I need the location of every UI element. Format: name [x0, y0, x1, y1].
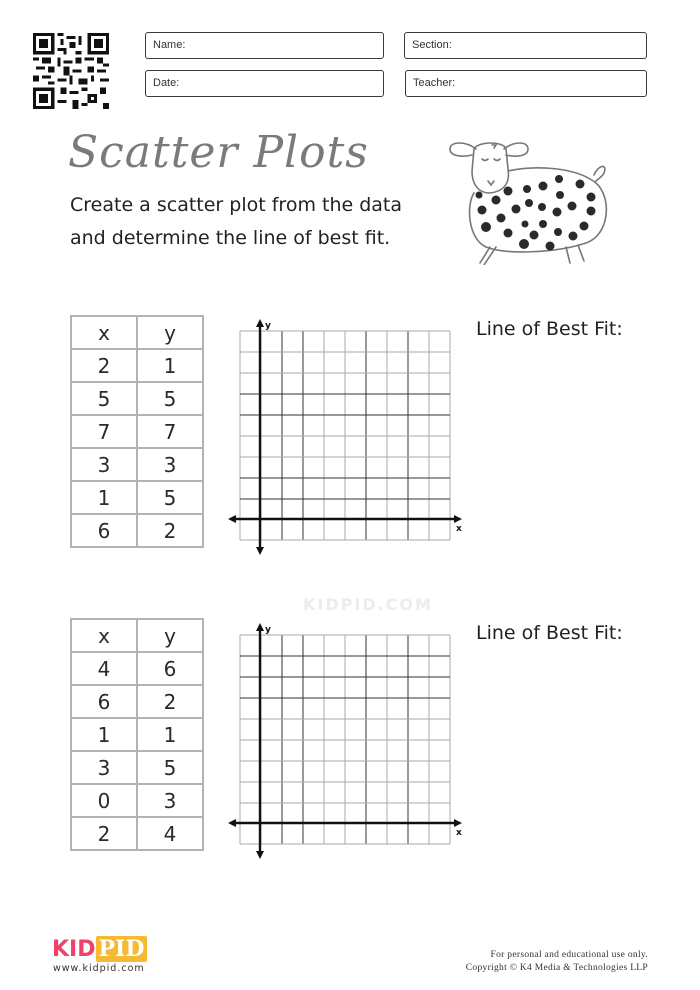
cell-x: 2 [71, 817, 137, 850]
date-label: Date: [153, 77, 180, 89]
data-table-2 [70, 618, 204, 851]
date-field[interactable] [145, 70, 384, 97]
cell-x: 6 [71, 685, 137, 718]
logo-kid-text: KID [52, 937, 96, 962]
table-row [71, 415, 203, 448]
section-field[interactable] [404, 32, 647, 59]
name-label: Name: [153, 39, 186, 51]
table-row [71, 784, 203, 817]
website-link[interactable]: www.kidpid.com [53, 963, 145, 974]
section-label: Section: [412, 39, 452, 51]
table-row [71, 349, 203, 382]
cell-y: 1 [137, 349, 203, 382]
cell-y: 5 [137, 382, 203, 415]
table-row [71, 718, 203, 751]
cell-x: 5 [71, 382, 137, 415]
instructions-line-1: Create a scatter plot from the data [70, 194, 403, 216]
data-table-1 [70, 315, 204, 548]
table-header-row [71, 316, 203, 349]
header-y: y [137, 316, 203, 349]
usage-notice: For personal and educational use only. [490, 950, 648, 960]
cell-y: 4 [137, 817, 203, 850]
best-fit-label-2: Line of Best Fit: [476, 622, 623, 644]
logo-pid-text: PID [96, 936, 148, 962]
table-row [71, 382, 203, 415]
y-axis-label: y [265, 321, 271, 331]
cell-y: 1 [137, 718, 203, 751]
cell-y: 7 [137, 415, 203, 448]
cell-y: 2 [137, 685, 203, 718]
header-y: y [137, 619, 203, 652]
cell-x: 0 [71, 784, 137, 817]
header-x: x [71, 619, 137, 652]
coordinate-grid-1[interactable] [225, 315, 470, 560]
copyright-text: Copyright © K4 Media & Technologies LLP [465, 963, 648, 973]
cell-x: 1 [71, 718, 137, 751]
cell-y: 3 [137, 448, 203, 481]
sheep-illustration-icon [446, 135, 611, 265]
x-axis-label: x [456, 828, 462, 838]
kidpid-logo[interactable] [52, 938, 147, 961]
instructions-line-2: and determine the line of best fit. [70, 227, 391, 249]
cell-x: 3 [71, 448, 137, 481]
x-axis-label: x [456, 524, 462, 534]
cell-y: 6 [137, 652, 203, 685]
cell-x: 7 [71, 415, 137, 448]
page-title: Scatter Plots [68, 127, 369, 178]
teacher-field[interactable] [405, 70, 647, 97]
table-row [71, 652, 203, 685]
cell-y: 5 [137, 751, 203, 784]
cell-x: 2 [71, 349, 137, 382]
best-fit-label-1: Line of Best Fit: [476, 318, 623, 340]
y-axis-label: y [265, 625, 271, 635]
cell-y: 3 [137, 784, 203, 817]
table-row [71, 481, 203, 514]
table-row [71, 751, 203, 784]
watermark: KIDPID.COM [303, 595, 433, 614]
cell-y: 2 [137, 514, 203, 547]
cell-x: 3 [71, 751, 137, 784]
cell-y: 5 [137, 481, 203, 514]
cell-x: 6 [71, 514, 137, 547]
table-row [71, 514, 203, 547]
table-row [71, 448, 203, 481]
table-header-row [71, 619, 203, 652]
header-x: x [71, 316, 137, 349]
cell-x: 1 [71, 481, 137, 514]
cell-x: 4 [71, 652, 137, 685]
table-row [71, 685, 203, 718]
teacher-label: Teacher: [413, 77, 456, 89]
qr-code-icon [33, 33, 109, 109]
table-row [71, 817, 203, 850]
coordinate-grid-2[interactable] [225, 619, 470, 864]
name-field[interactable] [145, 32, 384, 59]
